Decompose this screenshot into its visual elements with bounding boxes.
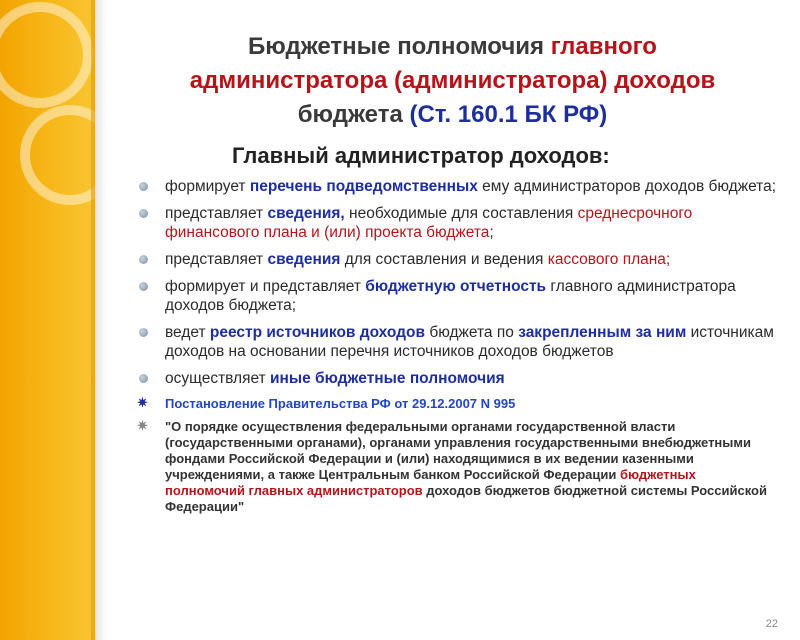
title-line-2: администратора (администратора) доходов xyxy=(189,67,716,94)
bullet-icon xyxy=(139,209,148,218)
bullet-icon xyxy=(139,255,148,264)
item-text: представляет xyxy=(165,251,268,268)
decree-reference: Постановление Правительства РФ от 29.12.2007 N 995 xyxy=(165,396,516,411)
item-text: "О порядке осуществления федеральными органами государственной власти (государственными органами), органами управления государственными внебюджетными фондами Российской Федерации и (или) находящимися в их ведении казенными учреждениями, а также Центральным банком Российской Федерации xyxy=(165,419,751,482)
list-item xyxy=(137,177,777,196)
item-keyword: иные бюджетные полномочия xyxy=(270,370,505,387)
list-item-decree-title xyxy=(137,419,777,515)
section-heading: Главный администратор доходов: xyxy=(232,143,610,168)
list-item xyxy=(137,277,777,315)
sparkle-icon: ✷ xyxy=(137,395,148,410)
decorative-side-stripe xyxy=(0,0,95,640)
sparkle-icon: ✷ xyxy=(137,418,148,433)
item-keyword: перечень подведомственных xyxy=(249,178,478,195)
item-keyword: закрепленным за ним xyxy=(518,324,687,341)
item-text: бюджета по xyxy=(425,324,519,341)
item-keyword: бюджетную отчетность xyxy=(365,278,547,295)
bullet-icon xyxy=(139,374,148,383)
item-text: доходов бюджетов бюджетной системы Российской Федерации" xyxy=(165,483,767,514)
list-item xyxy=(137,323,777,361)
item-text: формирует и представляет xyxy=(165,278,366,295)
powers-list xyxy=(137,177,777,522)
item-highlight: среднесрочного финансового плана и (или) проекта бюджета xyxy=(165,205,693,241)
list-item xyxy=(137,369,777,388)
title-part-red: главного xyxy=(550,33,657,60)
bullet-icon xyxy=(139,182,148,191)
item-keyword: реестр источников доходов xyxy=(209,324,426,341)
item-text: осуществляет xyxy=(165,370,270,387)
list-item xyxy=(137,204,777,242)
list-item-decree xyxy=(137,396,777,412)
item-text: представляет xyxy=(165,205,268,222)
slide-title xyxy=(105,30,800,132)
item-text: для составления и ведения xyxy=(340,251,548,268)
item-text: ; xyxy=(489,224,494,241)
item-text: источникам доходов на основании перечня источников доходов бюджетов xyxy=(165,324,774,360)
item-text: ему администраторов доходов бюджета; xyxy=(477,178,777,195)
item-keyword: сведения, xyxy=(267,205,345,222)
title-article-ref: (Ст. 160.1 БК РФ) xyxy=(409,101,608,128)
item-text: необходимые для составления xyxy=(344,205,578,222)
item-keyword: сведения xyxy=(267,251,341,268)
item-highlight: бюджетных полномочий главных администраторов xyxy=(165,467,696,498)
item-text: формирует xyxy=(165,178,250,195)
title-part: бюджета xyxy=(297,101,410,128)
bullet-icon xyxy=(139,328,148,337)
title-part: Бюджетные полномочия xyxy=(248,33,551,60)
item-text: ведет xyxy=(165,324,210,341)
decorative-circles xyxy=(0,0,95,640)
page-number: 22 xyxy=(765,618,778,630)
list-item xyxy=(137,250,777,269)
item-highlight: кассового плана; xyxy=(547,251,671,268)
item-text: главного администратора доходов бюджета; xyxy=(165,278,736,314)
bullet-icon xyxy=(139,282,148,291)
